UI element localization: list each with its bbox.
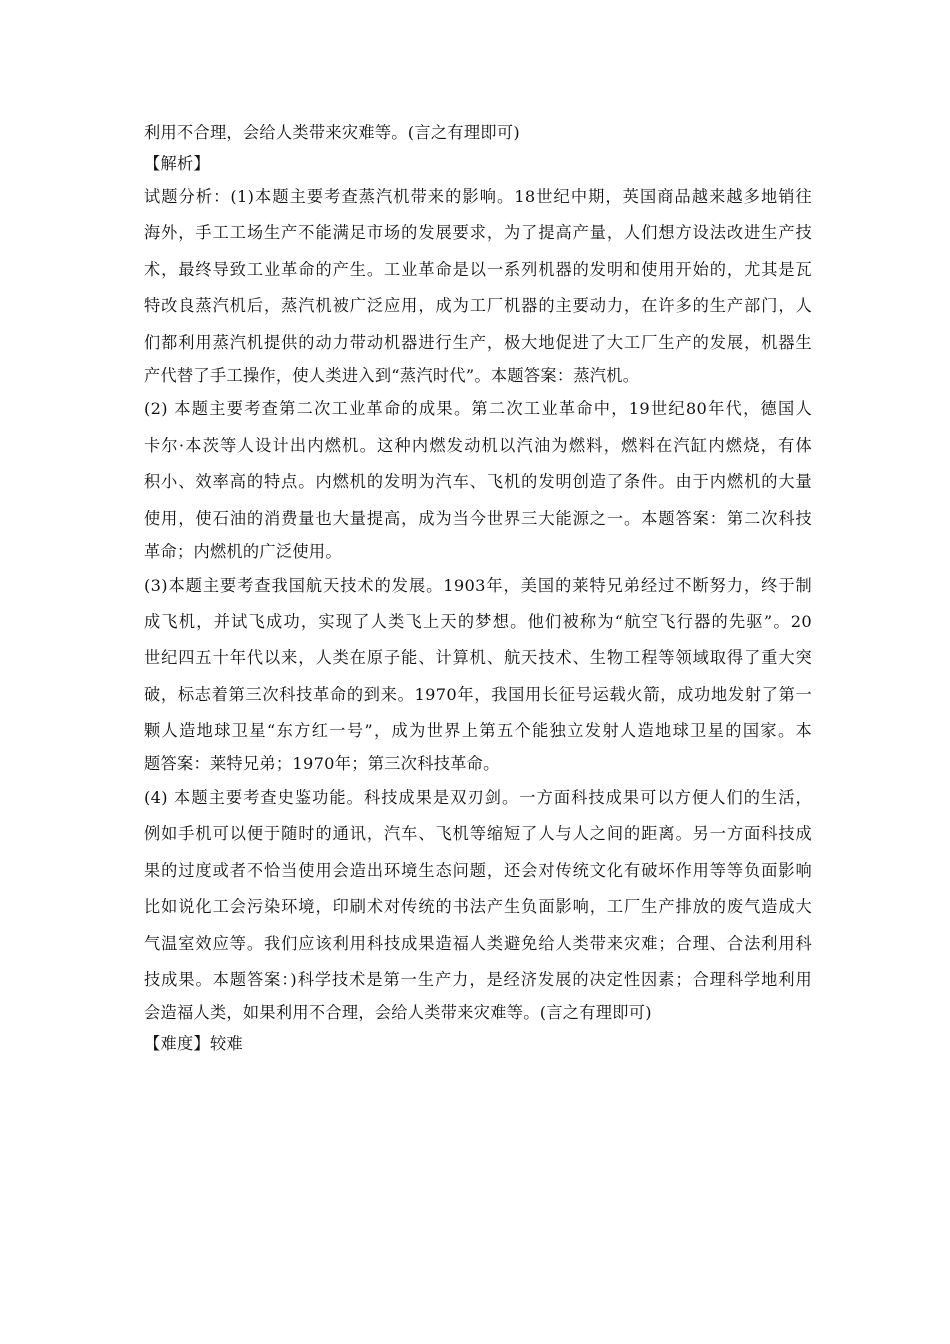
paragraph-line: 例如手机可以便于随时的通讯，汽车、飞机等缩短了人与人之间的距离。另一方面科技成 (144, 824, 812, 844)
paragraph-line: 技成果。本题答案：)科学技术是第一生产力，是经济发展的决定性因素；合理科学地利用 (144, 969, 812, 989)
paragraph-line: (3)本题主要考查我国航天技术的发展。1903年，美国的莱特兄弟经过不断努力，终于制 (144, 575, 812, 595)
analysis-heading: 【解析】 (144, 153, 210, 173)
document-body (144, 118, 812, 1059)
paragraph-line: 积小、效率高的特点。内燃机的发明为汽车、飞机的发明创造了条件。由于内燃机的大量 (144, 472, 812, 492)
difficulty-label: 【难度】 (144, 1033, 210, 1053)
paragraph-line: 海外，手工工场生产不能满足市场的发展要求，为了提高产量，人们想方设法改进生产技 (144, 223, 812, 243)
intro-line: 利用不合理，会给人类带来灾难等。(言之有理即可) (144, 123, 520, 142)
paragraph-line: 比如说化工会污染环境，印刷术对传统的书法产生负面影响，工厂生产排放的废气造成大 (144, 897, 812, 917)
paragraph-line: 试题分析：(1)本题主要考查蒸汽机带来的影响。18世纪中期，英国商品越来越多地销往 (144, 187, 812, 206)
difficulty-value: 较难 (209, 1033, 243, 1053)
paragraph-line: 们都利用蒸汽机提供的动力带动机器进行生产，极大地促进了大工厂生产的发展，机器生 (144, 332, 812, 352)
part4-paragraph (144, 780, 812, 1029)
paragraph-line: 颗人造地球卫星“东方红一号”，成为世界上第五个能独立发射人造地球卫星的国家。本 (144, 721, 812, 741)
paragraph-line: 果的过度或者不恰当使用会造出环境生态问题，还会对传统文化有破坏作用等等负面影响 (144, 860, 812, 880)
paragraph-line: 气温室效应等。我们应该利用科技成果造福人类避免给人类带来灾难；合理、合法利用科 (144, 933, 812, 953)
paragraph-line: 题答案：莱特兄弟；1970年；第三次科技革命。 (144, 754, 500, 774)
paragraph-line: 产代替了手工操作，使人类进入到“蒸汽时代”。本题答案：蒸汽机。 (144, 365, 640, 385)
paragraph-line: (2) 本题主要考查第二次工业革命的成果。第二次工业革命中，19世纪80年代，德国人 (144, 399, 812, 419)
paragraph-line: 使用，使石油的消费量也大量提高，成为当今世界三大能源之一。本题答案：第二次科技 (144, 508, 812, 528)
paragraph-line: 世纪四五十年代以来，人类在原子能、计算机、航天技术、生物工程等领域取得了重大突 (144, 648, 812, 668)
paragraph-line: 会造福人类，如果利用不合理，会给人类带来灾难等。(言之有理即可) (144, 1003, 652, 1023)
paragraph-line: 卡尔·本茨等人设计出内燃机。这种内燃发动机以汽油为燃料，燃料在汽缸内燃烧，有体 (144, 435, 812, 455)
paragraph-line: 特改良蒸汽机后，蒸汽机被广泛应用，成为工厂机器的主要动力，在许多的生产部门，人 (144, 296, 812, 316)
part3-paragraph (144, 568, 812, 780)
paragraph-line: 破，标志着第三次科技革命的到来。1970年，我国用长征号运载火箭，成功地发射了第一 (144, 684, 812, 704)
paragraph-line: 成飞机，并试飞成功，实现了人类飞上天的梦想。他们被称为“航空飞行器的先驱”。20 (144, 611, 812, 631)
paragraph-line: 革命；内燃机的广泛使用。 (144, 542, 342, 562)
paragraph-line: 术，最终导致工业革命的产生。工业革命是以一系列机器的发明和使用开始的，尤其是瓦 (144, 259, 812, 279)
part2-paragraph (144, 391, 812, 567)
difficulty-line (144, 1029, 812, 1060)
part1-paragraph (144, 179, 812, 391)
paragraph-line: (4) 本题主要考查史鉴功能。科技成果是双刃剑。一方面科技成果可以方便人们的生活， (144, 787, 812, 807)
